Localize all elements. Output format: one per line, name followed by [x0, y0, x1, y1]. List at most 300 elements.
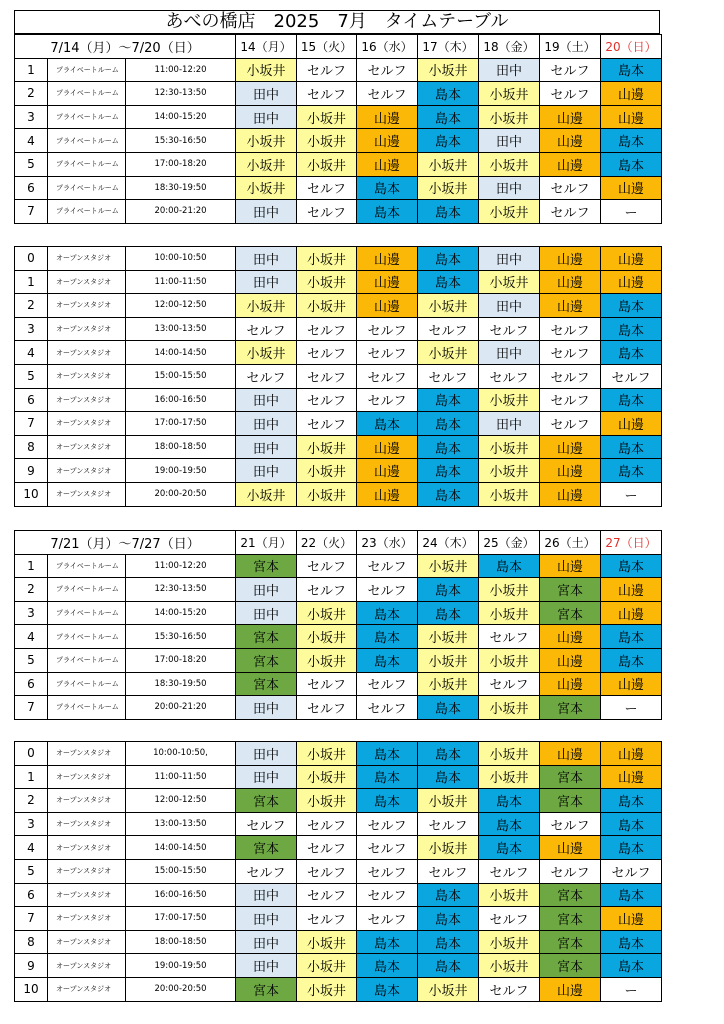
room-type: プライベートルーム: [48, 601, 126, 625]
staff-miyamoto: 宮本: [236, 625, 297, 649]
room-type: オープンスタジオ: [48, 907, 126, 931]
self-session: セルフ: [479, 672, 540, 696]
self-session: セルフ: [540, 412, 601, 436]
self-session: セルフ: [540, 176, 601, 200]
day-header: 26（土）: [540, 531, 601, 555]
staff-shimamoto: 島本: [601, 129, 662, 153]
time-slot: 12:00-12:50: [126, 789, 236, 813]
self-session: セルフ: [236, 317, 297, 341]
self-session: セルフ: [297, 341, 357, 365]
staff-tanaka: 田中: [236, 742, 297, 766]
room-type: プライベートルーム: [48, 105, 126, 129]
time-slot: 11:00-12:20: [126, 554, 236, 578]
staff-kosakai: 小坂井: [479, 954, 540, 978]
staff-tanaka: 田中: [479, 341, 540, 365]
staff-yamabe: 山邊: [540, 625, 601, 649]
staff-kosakai: 小坂井: [418, 836, 479, 860]
week-header-row: [15, 531, 662, 555]
staff-yamabe: 山邊: [540, 294, 601, 318]
staff-miyamoto: 宮本: [236, 789, 297, 813]
staff-kosakai: 小坂井: [418, 554, 479, 578]
self-session: セルフ: [297, 412, 357, 436]
self-session: セルフ: [297, 578, 357, 602]
staff-yamabe: 山邊: [357, 270, 418, 294]
time-slot: 20:00-21:20: [126, 696, 236, 720]
staff-kosakai: 小坂井: [297, 977, 357, 1001]
room-type: オープンスタジオ: [48, 859, 126, 883]
staff-yamabe: 山邊: [357, 129, 418, 153]
staff-shimamoto: 島本: [418, 765, 479, 789]
staff-shimamoto: 島本: [601, 317, 662, 341]
staff-shimamoto: 島本: [357, 930, 418, 954]
staff-yamabe: 山邊: [540, 977, 601, 1001]
staff-yamabe: 山邊: [540, 435, 601, 459]
self-session: セルフ: [297, 907, 357, 931]
self-session: セルフ: [236, 364, 297, 388]
slot-number: 6: [15, 672, 48, 696]
time-slot: 18:30-19:50: [126, 672, 236, 696]
staff-yamabe: 山邊: [540, 129, 601, 153]
time-slot: 18:00-18:50: [126, 930, 236, 954]
table-row: [15, 341, 662, 365]
staff-shimamoto: 島本: [601, 954, 662, 978]
staff-shimamoto: 島本: [418, 200, 479, 224]
slot-number: 2: [15, 294, 48, 318]
day-header: 14（月）: [236, 35, 297, 59]
staff-yamabe: 山邊: [357, 294, 418, 318]
staff-tanaka: 田中: [236, 412, 297, 436]
staff-tanaka: 田中: [236, 270, 297, 294]
staff-shimamoto: 島本: [357, 625, 418, 649]
time-slot: 10:00-10:50: [126, 247, 236, 271]
staff-kosakai: 小坂井: [479, 578, 540, 602]
table-row: [15, 176, 662, 200]
staff-kosakai: 小坂井: [418, 294, 479, 318]
table-row: [15, 601, 662, 625]
slot-number: 2: [15, 578, 48, 602]
staff-shimamoto: 島本: [601, 459, 662, 483]
staff-shimamoto: 島本: [357, 954, 418, 978]
staff-yamabe: 山邊: [357, 459, 418, 483]
self-session: セルフ: [297, 200, 357, 224]
self-session: セルフ: [357, 672, 418, 696]
table-row: [15, 930, 662, 954]
slot-number: 7: [15, 200, 48, 224]
room-type: プライベートルーム: [48, 648, 126, 672]
time-slot: 15:00-15:50: [126, 364, 236, 388]
room-type: オープンスタジオ: [48, 812, 126, 836]
staff-kosakai: 小坂井: [297, 482, 357, 506]
week1-private-room-table: [14, 34, 662, 224]
staff-yamabe: 山邊: [601, 270, 662, 294]
table-row: [15, 696, 662, 720]
slot-number: 1: [15, 58, 48, 82]
staff-kosakai: 小坂井: [479, 459, 540, 483]
room-type: プライベートルーム: [48, 625, 126, 649]
room-type: オープンスタジオ: [48, 954, 126, 978]
staff-shimamoto: 島本: [479, 836, 540, 860]
staff-miyamoto: 宮本: [540, 696, 601, 720]
table-row: [15, 58, 662, 82]
staff-tanaka: 田中: [479, 176, 540, 200]
table-row: [15, 459, 662, 483]
room-type: オープンスタジオ: [48, 388, 126, 412]
day-header: 24（木）: [418, 531, 479, 555]
self-session: セルフ: [479, 859, 540, 883]
time-slot: 10:00-10:50,: [126, 742, 236, 766]
staff-tanaka: 田中: [236, 435, 297, 459]
time-slot: 17:00-18:20: [126, 648, 236, 672]
staff-kosakai: 小坂井: [479, 200, 540, 224]
time-slot: 11:00-11:50: [126, 765, 236, 789]
staff-shimamoto: 島本: [418, 270, 479, 294]
staff-shimamoto: 島本: [357, 648, 418, 672]
table-row: [15, 388, 662, 412]
staff-yamabe: 山邊: [601, 907, 662, 931]
staff-tanaka: 田中: [479, 412, 540, 436]
slot-number: 6: [15, 176, 48, 200]
week-range-label: 7/14（月）～7/20（日）: [15, 35, 236, 59]
staff-yamabe: 山邊: [540, 742, 601, 766]
slot-number: 4: [15, 625, 48, 649]
staff-kosakai: 小坂井: [479, 601, 540, 625]
staff-shimamoto: 島本: [357, 765, 418, 789]
self-session: セルフ: [357, 341, 418, 365]
slot-number: 5: [15, 152, 48, 176]
room-type: プライベートルーム: [48, 58, 126, 82]
staff-shimamoto: 島本: [418, 907, 479, 931]
slot-number: 3: [15, 317, 48, 341]
staff-kosakai: 小坂井: [297, 930, 357, 954]
staff-shimamoto: 島本: [601, 930, 662, 954]
staff-kosakai: 小坂井: [479, 82, 540, 106]
staff-shimamoto: 島本: [601, 58, 662, 82]
staff-kosakai: 小坂井: [418, 648, 479, 672]
self-session: セルフ: [357, 836, 418, 860]
slot-number: 4: [15, 129, 48, 153]
slot-number: 1: [15, 554, 48, 578]
day-header: 25（金）: [479, 531, 540, 555]
room-type: オープンスタジオ: [48, 482, 126, 506]
time-slot: 11:00-12:20: [126, 58, 236, 82]
staff-shimamoto: 島本: [418, 883, 479, 907]
staff-kosakai: 小坂井: [418, 58, 479, 82]
self-session: セルフ: [297, 176, 357, 200]
staff-miyamoto: 宮本: [540, 883, 601, 907]
staff-yamabe: 山邊: [601, 176, 662, 200]
self-session: セルフ: [540, 388, 601, 412]
staff-kosakai: 小坂井: [418, 977, 479, 1001]
time-slot: 19:00-19:50: [126, 459, 236, 483]
staff-yamabe: 山邊: [540, 152, 601, 176]
staff-yamabe: 山邊: [601, 82, 662, 106]
room-type: オープンスタジオ: [48, 765, 126, 789]
staff-miyamoto: 宮本: [540, 765, 601, 789]
staff-kosakai: 小坂井: [479, 270, 540, 294]
staff-kosakai: 小坂井: [479, 930, 540, 954]
self-session: セルフ: [297, 388, 357, 412]
staff-kosakai: 小坂井: [479, 435, 540, 459]
staff-miyamoto: 宮本: [236, 648, 297, 672]
staff-kosakai: 小坂井: [479, 696, 540, 720]
staff-kosakai: 小坂井: [297, 648, 357, 672]
staff-tanaka: 田中: [236, 907, 297, 931]
self-session: セルフ: [357, 907, 418, 931]
time-slot: 11:00-11:50: [126, 270, 236, 294]
staff-shimamoto: 島本: [418, 435, 479, 459]
staff-kosakai: 小坂井: [479, 648, 540, 672]
staff-kosakai: 小坂井: [297, 435, 357, 459]
table-row: [15, 859, 662, 883]
room-type: オープンスタジオ: [48, 836, 126, 860]
table-row: [15, 412, 662, 436]
staff-yamabe: 山邊: [540, 672, 601, 696]
table-row: [15, 672, 662, 696]
room-type: オープンスタジオ: [48, 977, 126, 1001]
table-row: [15, 554, 662, 578]
room-type: プライベートルーム: [48, 152, 126, 176]
table-row: [15, 812, 662, 836]
staff-shimamoto: 島本: [601, 836, 662, 860]
staff-miyamoto: 宮本: [540, 601, 601, 625]
slot-number: 2: [15, 789, 48, 813]
self-session: セルフ: [297, 859, 357, 883]
room-type: オープンスタジオ: [48, 317, 126, 341]
self-session: セルフ: [540, 812, 601, 836]
day-header: 22（火）: [297, 531, 357, 555]
staff-kosakai: 小坂井: [418, 152, 479, 176]
room-type: オープンスタジオ: [48, 742, 126, 766]
staff-yamabe: 山邊: [601, 765, 662, 789]
room-type: オープンスタジオ: [48, 294, 126, 318]
staff-shimamoto: 島本: [479, 789, 540, 813]
staff-shimamoto: 島本: [601, 152, 662, 176]
staff-shimamoto: 島本: [357, 200, 418, 224]
day-header: 15（火）: [297, 35, 357, 59]
time-slot: 16:00-16:50: [126, 883, 236, 907]
staff-shimamoto: 島本: [601, 435, 662, 459]
table-row: [15, 765, 662, 789]
staff-kosakai: 小坂井: [236, 482, 297, 506]
slot-number: 2: [15, 82, 48, 106]
self-session: セルフ: [357, 578, 418, 602]
table-row: [15, 152, 662, 176]
staff-kosakai: 小坂井: [236, 294, 297, 318]
staff-kosakai: 小坂井: [479, 105, 540, 129]
staff-miyamoto: 宮本: [540, 578, 601, 602]
staff-shimamoto: 島本: [418, 247, 479, 271]
slot-number: 5: [15, 364, 48, 388]
staff-shimamoto: 島本: [601, 625, 662, 649]
slot-number: 3: [15, 812, 48, 836]
room-type: オープンスタジオ: [48, 412, 126, 436]
staff-yamabe: 山邊: [601, 105, 662, 129]
staff-kosakai: 小坂井: [297, 742, 357, 766]
room-type: オープンスタジオ: [48, 435, 126, 459]
staff-kosakai: 小坂井: [418, 341, 479, 365]
staff-miyamoto: 宮本: [236, 554, 297, 578]
day-header: 18（金）: [479, 35, 540, 59]
staff-tanaka: 田中: [236, 82, 297, 106]
staff-tanaka: 田中: [236, 388, 297, 412]
day-header: 17（木）: [418, 35, 479, 59]
self-session: セルフ: [297, 883, 357, 907]
day-header: 20（日）: [601, 35, 662, 59]
table-row: [15, 105, 662, 129]
day-header: 23（水）: [357, 531, 418, 555]
room-type: オープンスタジオ: [48, 341, 126, 365]
staff-miyamoto: 宮本: [540, 789, 601, 813]
staff-yamabe: 山邊: [357, 482, 418, 506]
slot-number: 6: [15, 388, 48, 412]
staff-tanaka: 田中: [236, 247, 297, 271]
self-session: セルフ: [418, 859, 479, 883]
time-slot: 18:00-18:50: [126, 435, 236, 459]
week-header-row: [15, 35, 662, 59]
slot-number: 3: [15, 105, 48, 129]
staff-kosakai: 小坂井: [236, 341, 297, 365]
table-row: [15, 294, 662, 318]
table-row: [15, 482, 662, 506]
staff-tanaka: 田中: [236, 696, 297, 720]
self-session: セルフ: [357, 82, 418, 106]
staff-shimamoto: 島本: [418, 954, 479, 978]
table-row: [15, 435, 662, 459]
self-session: セルフ: [540, 200, 601, 224]
staff-miyamoto: 宮本: [540, 930, 601, 954]
slot-number: 0: [15, 742, 48, 766]
staff-yamabe: 山邊: [540, 270, 601, 294]
self-session: セルフ: [297, 836, 357, 860]
staff-shimamoto: 島本: [601, 341, 662, 365]
staff-shimamoto: 島本: [357, 977, 418, 1001]
table-row: [15, 364, 662, 388]
slot-number: 7: [15, 412, 48, 436]
staff-yamabe: 山邊: [601, 601, 662, 625]
time-slot: 12:30-13:50: [126, 578, 236, 602]
staff-tanaka: 田中: [236, 601, 297, 625]
staff-yamabe: 山邊: [357, 247, 418, 271]
staff-yamabe: 山邊: [601, 412, 662, 436]
slot-number: 0: [15, 247, 48, 271]
self-session: セルフ: [236, 859, 297, 883]
staff-yamabe: 山邊: [540, 459, 601, 483]
staff-kosakai: 小坂井: [418, 789, 479, 813]
staff-shimamoto: 島本: [418, 412, 479, 436]
staff-tanaka: 田中: [479, 58, 540, 82]
staff-yamabe: 山邊: [357, 105, 418, 129]
staff-shimamoto: 島本: [418, 696, 479, 720]
room-type: プライベートルーム: [48, 696, 126, 720]
staff-tanaka: 田中: [236, 200, 297, 224]
room-type: プライベートルーム: [48, 200, 126, 224]
table-row: [15, 883, 662, 907]
room-type: プライベートルーム: [48, 672, 126, 696]
table-row: [15, 625, 662, 649]
time-slot: 13:00-13:50: [126, 812, 236, 836]
room-type: プライベートルーム: [48, 554, 126, 578]
self-session: セルフ: [418, 364, 479, 388]
staff-tanaka: 田中: [236, 105, 297, 129]
room-type: オープンスタジオ: [48, 883, 126, 907]
staff-shimamoto: 島本: [601, 812, 662, 836]
slot-number: 10: [15, 482, 48, 506]
time-slot: 20:00-20:50: [126, 977, 236, 1001]
staff-shimamoto: 島本: [357, 176, 418, 200]
week2-private-room-table: [14, 530, 662, 720]
staff-shimamoto: 島本: [479, 554, 540, 578]
no-session: ー: [601, 200, 662, 224]
staff-yamabe: 山邊: [540, 554, 601, 578]
self-session: セルフ: [297, 554, 357, 578]
time-slot: 14:00-15:20: [126, 105, 236, 129]
self-session: セルフ: [540, 317, 601, 341]
staff-yamabe: 山邊: [357, 152, 418, 176]
time-slot: 15:00-15:50: [126, 859, 236, 883]
slot-number: 9: [15, 954, 48, 978]
room-type: プライベートルーム: [48, 129, 126, 153]
staff-miyamoto: 宮本: [236, 672, 297, 696]
table-row: [15, 317, 662, 341]
room-type: オープンスタジオ: [48, 270, 126, 294]
staff-tanaka: 田中: [236, 578, 297, 602]
slot-number: 5: [15, 859, 48, 883]
staff-yamabe: 山邊: [601, 247, 662, 271]
room-type: オープンスタジオ: [48, 459, 126, 483]
staff-shimamoto: 島本: [418, 129, 479, 153]
staff-shimamoto: 島本: [601, 294, 662, 318]
self-session: セルフ: [357, 317, 418, 341]
self-session: セルフ: [297, 58, 357, 82]
staff-kosakai: 小坂井: [479, 388, 540, 412]
staff-shimamoto: 島本: [601, 554, 662, 578]
slot-number: 4: [15, 341, 48, 365]
staff-shimamoto: 島本: [357, 601, 418, 625]
time-slot: 12:00-12:50: [126, 294, 236, 318]
staff-shimamoto: 島本: [357, 789, 418, 813]
staff-tanaka: 田中: [236, 459, 297, 483]
staff-tanaka: 田中: [236, 930, 297, 954]
self-session: セルフ: [236, 812, 297, 836]
staff-yamabe: 山邊: [540, 482, 601, 506]
table-row: [15, 200, 662, 224]
room-type: プライベートルーム: [48, 82, 126, 106]
time-slot: 12:30-13:50: [126, 82, 236, 106]
self-session: セルフ: [479, 977, 540, 1001]
slot-number: 7: [15, 907, 48, 931]
slot-number: 4: [15, 836, 48, 860]
room-type: オープンスタジオ: [48, 364, 126, 388]
table-row: [15, 789, 662, 813]
day-header: 21（月）: [236, 531, 297, 555]
self-session: セルフ: [601, 364, 662, 388]
time-slot: 18:30-19:50: [126, 176, 236, 200]
day-header: 16（水）: [357, 35, 418, 59]
staff-kosakai: 小坂井: [236, 152, 297, 176]
room-type: オープンスタジオ: [48, 789, 126, 813]
staff-miyamoto: 宮本: [540, 954, 601, 978]
staff-shimamoto: 島本: [357, 412, 418, 436]
table-row: [15, 907, 662, 931]
staff-shimamoto: 島本: [418, 601, 479, 625]
time-slot: 14:00-14:50: [126, 341, 236, 365]
staff-kosakai: 小坂井: [418, 176, 479, 200]
staff-yamabe: 山邊: [540, 648, 601, 672]
self-session: セルフ: [418, 317, 479, 341]
staff-shimamoto: 島本: [418, 930, 479, 954]
room-type: オープンスタジオ: [48, 930, 126, 954]
staff-tanaka: 田中: [479, 247, 540, 271]
